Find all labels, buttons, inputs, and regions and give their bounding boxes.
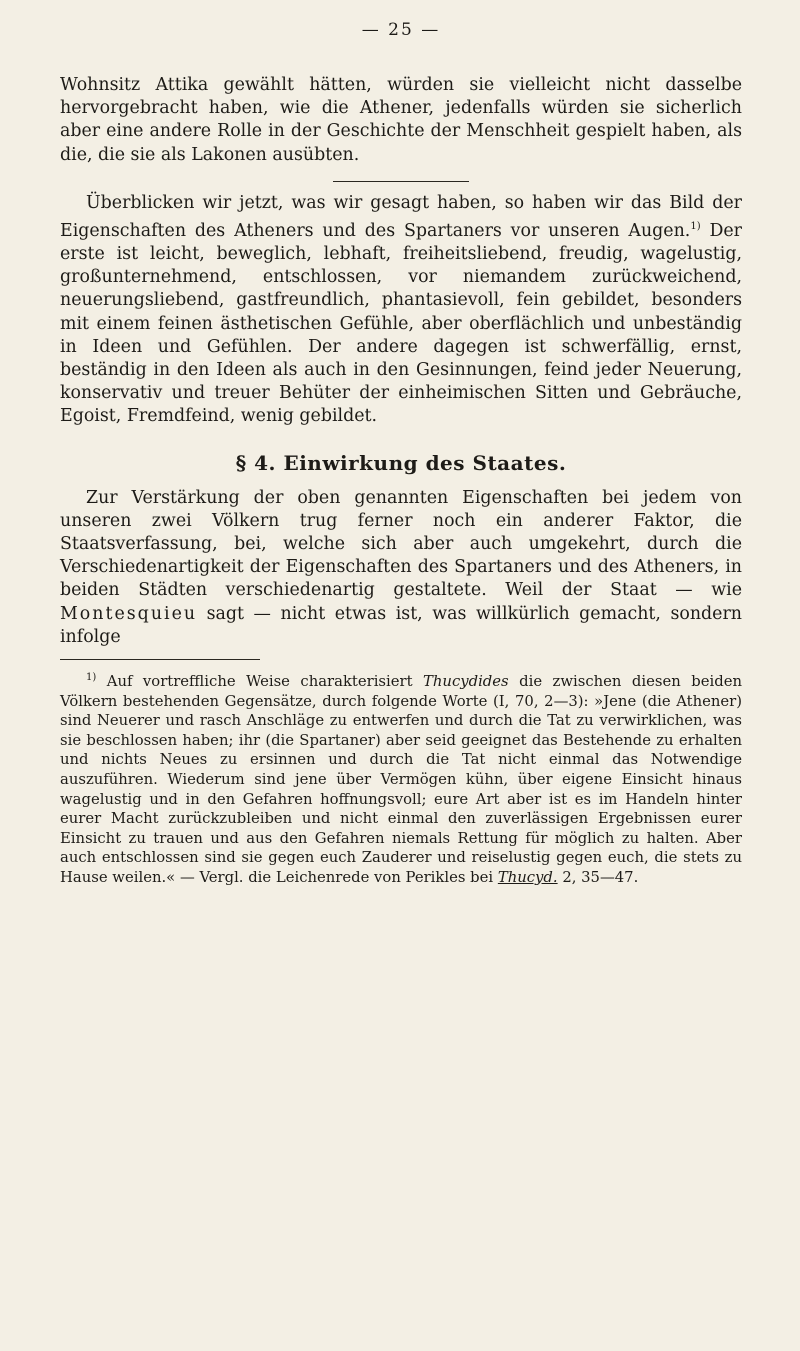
separator-rule [333,181,469,182]
paragraph-state-text-2: sagt — nicht etwas ist, was willkürlich gemacht, sondern infolge [60,603,742,647]
footnote-author-thucydides: Thucydides [423,672,509,690]
paragraph-continuation: Wohnsitz Attika gewählt hätten, würden sie vielleicht nicht dasselbe hervorgebracht haben, wie die Athener, jedenfalls würden sie sicherlich aber eine andere Rolle in der Geschichte der Menschheit gespielt haben, als die, die sie als Lakonen ausübten. [60,75,742,165]
author-name-montesquieu: Montesquieu [60,603,198,624]
paragraph-summary [60,192,742,429]
footnote-text-3: 2, 35—47. [557,868,639,886]
document-page [60,20,742,888]
footnote-rule [60,659,260,660]
footnote-author-thucyd: Thucyd. [497,868,558,886]
paragraph-summary-text-1: Überblicken wir jetzt, was wir gesagt haben, so haben wir das Bild der Eigenschaften des Atheners und des Spartaners vor unseren Augen. [60,192,742,241]
paragraph-summary-text-2: Der erste ist leicht, beweglich, lebhaft, freiheitsliebend, freudig, wagelustig, großunternehmend, entschlossen, vor niemandem zurückweichend, neuerungsliebend, gastfreundlich, phantasievoll, fein gebildet, besonders mit einem feinen ästhetischen Gefühle, aber oberflächlich und unbeständig in Ideen und Gefühlen. Der andere dagegen ist schwerfällig, ernst, beständig in den Ideen als auch in den Gesinnungen, feind jeder Neuerung, konservativ und treuer Behüter der einheimischen Sitten und Gebräuche, Egoist, Fremdfeind, wenig gebildet. [60,220,742,427]
footnote-reference: 1) [690,221,701,233]
section-heading: § 4. Einwirkung des Staates. [235,450,567,475]
footnote-marker: 1) [86,672,97,684]
paragraph-state [60,487,742,649]
footnote-text-2: die zwischen diesen beiden Völkern bestehenden Gegensätze, durch folgende Worte (I, 70, 2—3): »Jene (die Athener) sind Neuerer und rasch Anschläge zu entwerfen und durch die Tat zu verwirklichen, was sie beschlossen haben; ihr (die Spartaner) aber seid geeignet das Bestehende zu erhalten und nichts Neues zu ersinnen und durch die Tat nicht einmal das Notwendige auszuführen. Wiederum sind jene über Vermögen kühn, über eigene Einsicht hinaus wagelustig und in den Gefahren hoffnungsvoll; eure Art aber ist es im Handeln hinter eurer Macht zurückzubleiben und nicht einmal den zuverlässigen Ergebnissen eurer Einsicht zu trauen und aus den Gefahren niemals Rettung für möglich zu halten. Aber auch entschlossen sind sie gegen euch Zauderer und reiselustig gegen euch, die stets zu Hause weilen.« — Vergl. die Leichenrede von Perikles bei [60,672,742,886]
paragraph-state-text-1: Zur Verstärkung der oben genannten Eigenschaften bei jedem von unseren zwei Völkern trug ferner noch ein anderer Faktor, die Staatsverfassung, bei, welche sich aber auch umgekehrt, durch die Verschiedenartigkeit der Eigenschaften des Spartaners und des Atheners, in beiden Städten verschiedenartig gestaltete. Weil der Staat — wie [60,487,742,601]
page-number: — 25 — [361,20,441,40]
footnote [60,668,742,887]
footnote-text-1: Auf vortreffliche Weise charakterisiert [96,672,424,690]
